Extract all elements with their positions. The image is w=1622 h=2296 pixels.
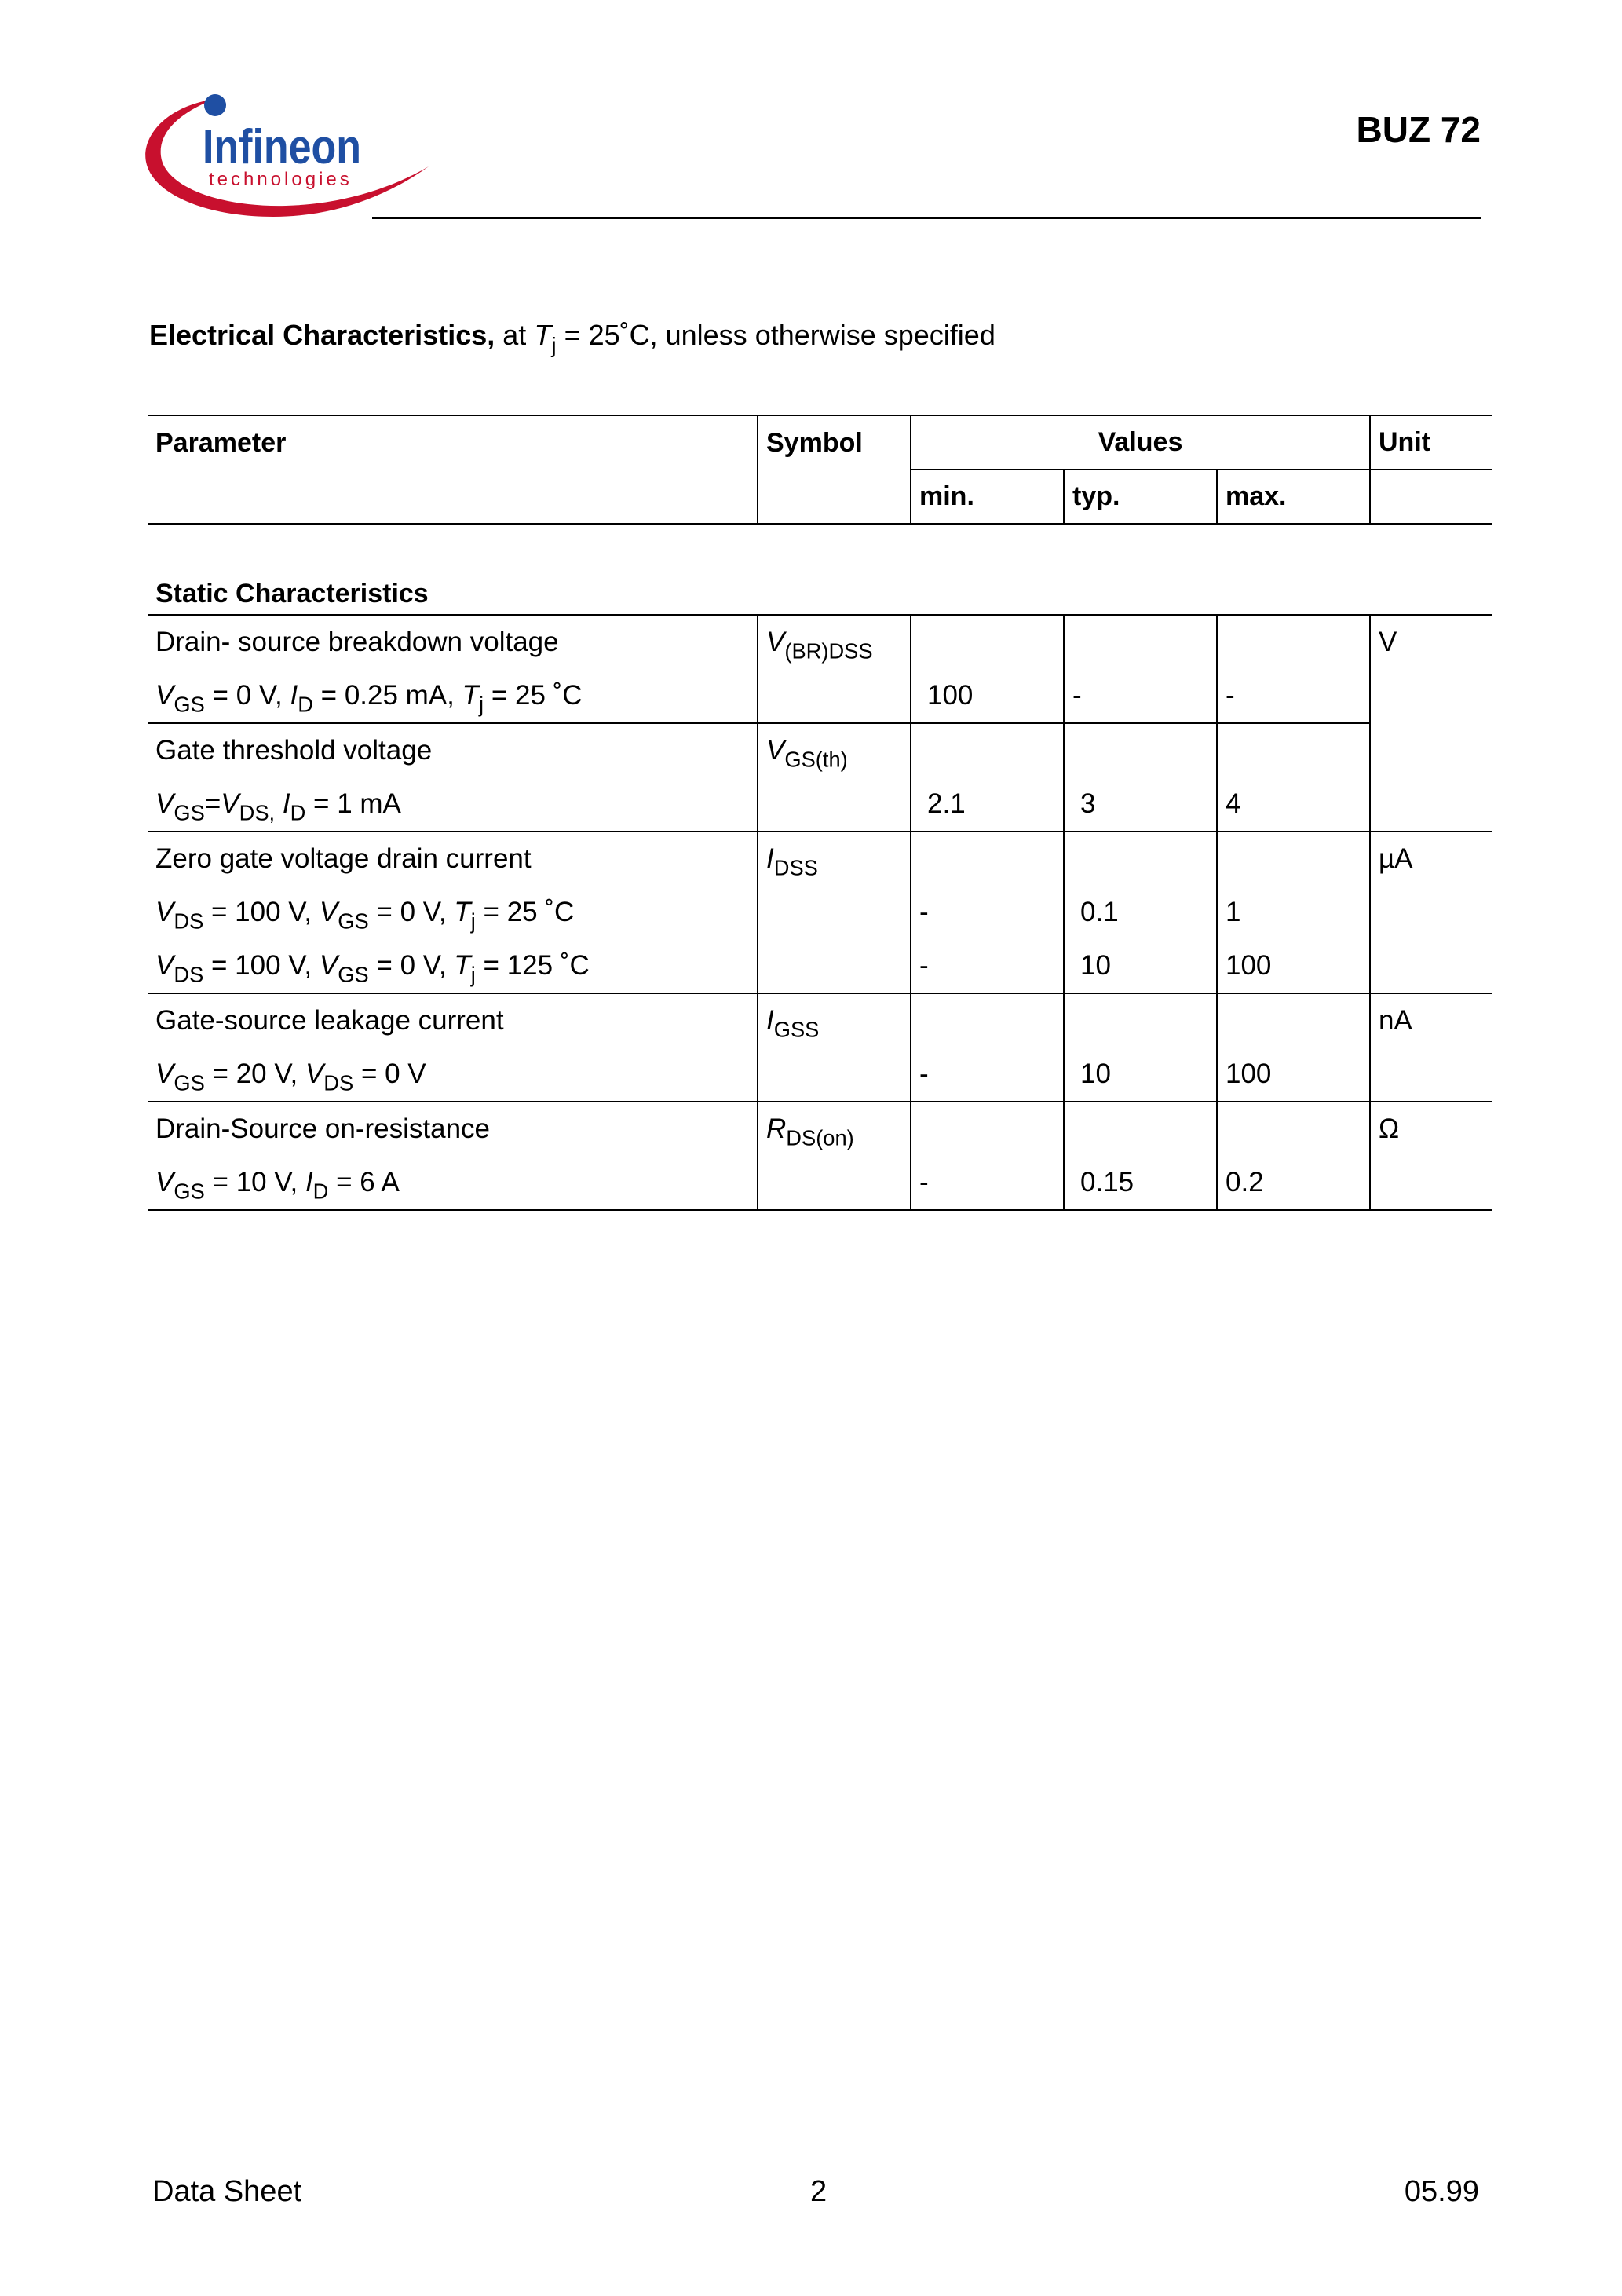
value-typ: 3 — [1064, 777, 1217, 832]
value-typ: - — [1064, 669, 1217, 723]
value-min: 2.1 — [911, 777, 1064, 832]
param-condition: $V_{GS}=V_{DS,}$ $I_D = 1$ mA — [148, 777, 758, 832]
section-static: Static Characteristics — [155, 578, 429, 609]
param-name: Drain- source breakdown voltage — [148, 615, 758, 669]
value-typ: 0.1 — [1064, 886, 1217, 939]
value-min: - — [911, 939, 1064, 993]
logo-dot — [204, 94, 226, 116]
param-symbol: $V_{GS(th)}$ — [758, 723, 911, 777]
unit-cell: Ω — [1370, 1102, 1492, 1156]
logo-main-text: Infineon — [203, 120, 361, 174]
table-row — [148, 723, 1492, 777]
value-max: 4 — [1217, 777, 1370, 832]
header-min: min. — [911, 470, 1064, 524]
header-typ: typ. — [1064, 470, 1217, 524]
value-typ: 10 — [1064, 1047, 1217, 1102]
table-row — [148, 832, 1492, 886]
param-condition: $V_{DS} = 100$ V, $V_{GS} = 0$ V, $T_j = 25$ ˚C — [155, 897, 575, 934]
title-symbol-sub: j — [551, 332, 557, 357]
value-typ: 0.15 — [1064, 1156, 1217, 1210]
unit-cell: nA — [1370, 993, 1492, 1047]
param-condition: $V_{GS} = 20$ V, $V_{DS} = 0$ V — [148, 1047, 758, 1102]
value-max: - — [1217, 669, 1370, 723]
title-at: at — [502, 319, 527, 351]
footer-date: 05.99 — [1404, 2175, 1479, 2208]
logo-sub-text: technologies — [209, 169, 353, 190]
param-name: Gate-source leakage current — [155, 1005, 504, 1036]
value-min: 100 — [911, 669, 1064, 723]
param-name: Zero gate voltage drain current — [155, 843, 532, 874]
header-values: Values — [911, 415, 1370, 470]
param-symbol: $R_{DS(on)}$ — [758, 1102, 911, 1156]
param-name: Gate threshold voltage — [155, 735, 433, 766]
unit-cell: V — [1370, 615, 1492, 669]
table-row — [148, 1156, 1492, 1210]
header-symbol: Symbol — [758, 415, 911, 470]
param-symbol: $V_{(BR)DSS}$ — [758, 615, 911, 669]
title-bold: Electrical Characteristics, — [149, 319, 495, 351]
param-symbol: $I_{DSS}$ — [758, 832, 911, 886]
param-condition: $V_{GS} = 10$ V, $I_D = 6$ A — [148, 1156, 758, 1210]
table-row — [148, 993, 1492, 1047]
section-title — [149, 319, 995, 357]
table-row — [148, 886, 1492, 939]
header-rule — [372, 217, 1481, 219]
param-name: Drain-Source on-resistance — [155, 1113, 491, 1144]
footer-doc-type: Data Sheet — [152, 2175, 302, 2208]
unit-cell: µA — [1370, 832, 1492, 886]
value-max: 100 — [1217, 1047, 1370, 1102]
value-min: - — [911, 886, 1064, 939]
table-row — [148, 1102, 1492, 1156]
value-min: - — [911, 1156, 1064, 1210]
value-max: 0.2 — [1217, 1156, 1370, 1210]
header-parameter: Parameter — [148, 415, 758, 470]
header-unit: Unit — [1370, 415, 1492, 470]
table-row — [148, 939, 1492, 993]
param-condition: $V_{GS} = 0$ V, $I_D = 0.25$ mA, $T_j = 25$ ˚C — [148, 669, 758, 723]
title-rest: = 25˚C, unless otherwise specified — [556, 319, 995, 351]
table-row — [148, 615, 1492, 669]
infineon-logo — [140, 85, 432, 223]
characteristics-table — [148, 415, 1492, 1211]
footer-page-number: 2 — [810, 2175, 827, 2208]
param-condition: $V_{DS} = 100$ V, $V_{GS} = 0$ V, $T_j = 125$ ˚C — [148, 939, 758, 993]
value-typ: 10 — [1064, 939, 1217, 993]
table-row — [148, 1047, 1492, 1102]
value-min: - — [911, 1047, 1064, 1102]
value-max: 100 — [1217, 939, 1370, 993]
table-row — [148, 777, 1492, 832]
table-row — [148, 669, 1492, 723]
value-max: 1 — [1217, 886, 1370, 939]
param-symbol: $I_{GSS}$ — [758, 993, 911, 1047]
header-max: max. — [1217, 470, 1370, 524]
title-symbol: T — [534, 319, 552, 351]
part-number: BUZ 72 — [1356, 109, 1481, 150]
